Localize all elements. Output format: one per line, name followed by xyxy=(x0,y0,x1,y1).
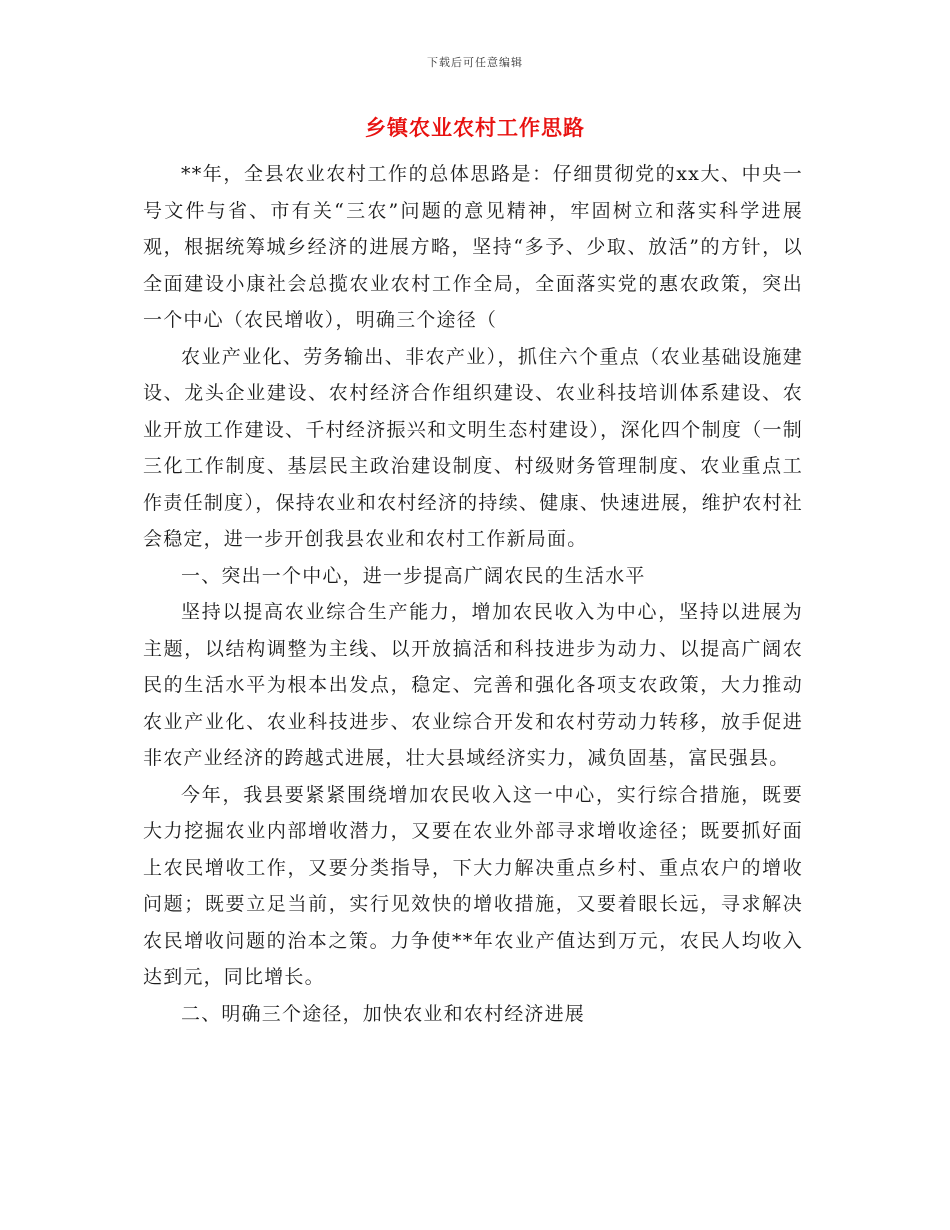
paragraph: 今年，我县要紧紧围绕增加农民收入这一中心，实行综合措施，既要大力挖掘农业内部增收潜力，又要在农业外部寻求增收途径；既要抓好面上农民增收工作，又要分类指导，下大力解决重点乡村、重点农户的增收问题；既要立足当前，实行见效快的增收措施，又要着眼长远，寻求解决农民增收问题的治本之策。力争使**年农业产值达到万元，农民人均收入达到元，同比增长。 xyxy=(143,783,803,988)
header-note: 下载后可任意编辑 xyxy=(427,56,523,69)
paragraph: **年，全县农业农村工作的总体思路是：仔细贯彻党的xx大、中央一号文件与省、市有关“三农”问题的意见精神，牢固树立和落实科学进展观，根据统筹城乡经济的进展方略，坚持“多予、少取、放活”的方针，以全面建设小康社会总揽农业农村工作全局，全面落实党的惠农政策，突出一个中心（农民增收），明确三个途径（ xyxy=(143,163,803,331)
document-title: 乡镇农业农村工作思路 xyxy=(365,116,585,140)
document-body xyxy=(143,156,803,1032)
paragraph: 农业产业化、劳务输出、非农产业），抓住六个重点（农业基础设施建设、龙头企业建设、农村经济合作组织建设、农业科技培训体系建设、农业开放工作建设、千村经济振兴和文明生态村建设），深化四个制度（一制三化工作制度、基层民主政治建设制度、村级财务管理制度、农业重点工作责任制度），保持农业和农村经济的持续、健康、快速进展，维护农村社会稳定，进一步开创我县农业和农村工作新局面。 xyxy=(143,345,803,550)
section-heading: 二、明确三个途径，加快农业和农村经济进展 xyxy=(181,1002,586,1025)
paragraph: 坚持以提高农业综合生产能力，增加农民收入为中心，坚持以进展为主题，以结构调整为主线、以开放搞活和科技进步为动力、以提高广阔农民的生活水平为根本出发点，稳定、完善和强化各项支农政策，大力推动农业产业化、农业科技进步、农业综合开发和农村劳动力转移，放手促进非农产业经济的跨越式进展，壮大县域经济实力，减负固基，富民强县。 xyxy=(143,601,803,769)
section-heading: 一、突出一个中心，进一步提高广阔农民的生活水平 xyxy=(181,564,646,587)
